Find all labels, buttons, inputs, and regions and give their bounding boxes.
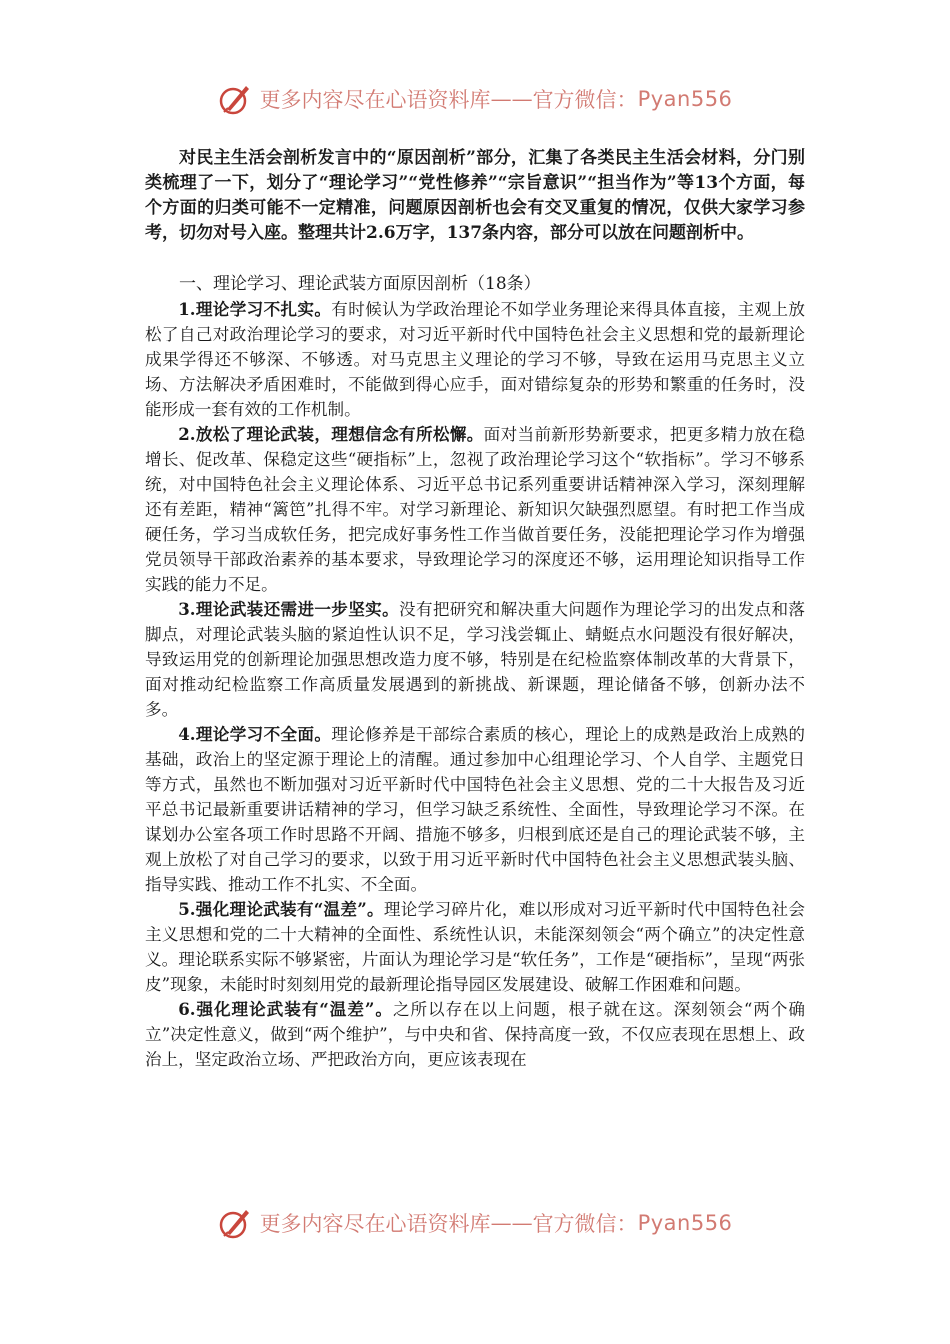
paragraph-body: 面对当前新形势新要求，把更多精力放在稳增长、促改革、保稳定这些“硬指标”上，忽视了政治理论学习这个“软指标”。学习不够系统，对中国特色社会主义理论体系、习近平总书记系列重要讲话精神深入学习，深刻理解还有差距，精神“篱笆”扎得不牢。对学习新理论、新知识欠缺强烈愿望。有时把工作当成硬任务，学习当成软任务，把完成好事务性工作当做首要任务，没能把理论学习作为增强党员领导干部政治素养的基本要求，导致理论学习的深度还不够，运用理论知识指导工作实践的能力不足。 [145, 425, 806, 594]
paragraph-lead: 3.理论武装还需进一步坚实。 [178, 599, 400, 619]
watermark-footer [0, 1206, 950, 1240]
watermark-text: 更多内容尽在心语资料库 [259, 1212, 491, 1236]
paragraph-5 [145, 897, 805, 997]
watermark-handle: Pyan556 [637, 1211, 733, 1235]
watermark-label: 官方微信： [532, 1212, 638, 1236]
paragraph-4 [145, 722, 805, 897]
watermark-header [0, 82, 950, 116]
paragraph-body: 没有把研究和解决重大问题作为理论学习的出发点和落脚点，对理论武装头脑的紧迫性认识不足，学习浅尝辄止、蜻蜓点水问题没有很好解决，导致运用党的创新理论加强思想改造力度不够，特别是在纪检监察体制改革的大背景下，面对推动纪检监察工作高质量发展遇到的新挑战、新课题，理论储备不够，创新办法不多。 [145, 600, 806, 719]
paragraph-lead: 2.放松了理论武装，理想信念有所松懈。 [178, 424, 484, 444]
paragraph-lead: 6.强化理论武装有“温差”。 [178, 999, 393, 1019]
watermark-handle: Pyan556 [637, 87, 733, 111]
paragraph-lead: 5.强化理论武装有“温差”。 [178, 899, 384, 919]
paragraph-2 [145, 422, 805, 597]
quill-logo-icon [218, 82, 252, 116]
watermark-text: 更多内容尽在心语资料库 [259, 88, 491, 112]
paragraph-body: 之所以存在以上问题，根子就在这。深刻领会“两个确立”决定性意义，做到“两个维护”，与中央和省、保持高度一致，不仅应表现在思想上、政治上，坚定政治立场、严把政治方向，更应该表现在 [145, 1000, 805, 1069]
paragraph-body: 理论修养是干部综合素质的核心，理论上的成熟是政治上成熟的基础，政治上的坚定源于理论上的清醒。通过参加中心组理论学习、个人自学、主题党日等方式，虽然也不断加强对习近平新时代中国特色社会主义思想、党的二十大报告及习近平总书记最新重要讲话精神的学习，但学习缺乏系统性、全面性，导致理论学习不深。在谋划办公室各项工作时思路不开阔、措施不够多，归根到底还是自己的理论武装不够，主观上放松了对自己学习的要求，以致于用习近平新时代中国特色社会主义思想武装头脑、指导实践、推动工作不扎实、不全面。 [145, 725, 806, 894]
paragraph-lead: 4.理论学习不全面。 [178, 724, 332, 744]
watermark-separator: —— [490, 87, 533, 111]
intro-paragraph: 对民主生活会剖析发言中的“原因剖析”部分，汇集了各类民主生活会材料，分门别类梳理了一下，划分了“理论学习”“党性修养”“宗旨意识”“担当作为”等13个方面，每个方面的归类可能不一定精准，问题原因剖析也会有交叉重复的情况，仅供大家学习参考，切勿对号入座。整理共计2.6万字，137条内容，部分可以放在问题剖析中。 [145, 148, 805, 243]
watermark-label: 官方微信： [532, 88, 638, 112]
paragraph-1 [145, 297, 805, 422]
paragraph-lead: 1.理论学习不扎实。 [178, 299, 332, 319]
paragraph-body: 有时候认为学政治理论不如学业务理论来得具体直接，主观上放松了自己对政治理论学习的要求，对习近平新时代中国特色社会主义思想和党的最新理论成果学得还不够深、不够透。对马克思主义理论的学习不够，导致在运用马克思主义立场、方法解决矛盾困难时，不能做到得心应手，面对错综复杂的形势和繁重的任务时，没能形成一套有效的工作机制。 [145, 300, 806, 419]
quill-logo-icon [218, 1206, 252, 1240]
paragraph-6 [145, 997, 805, 1072]
watermark-separator: —— [490, 1211, 533, 1235]
paragraph-body: 理论学习碎片化，难以形成对习近平新时代中国特色社会主义思想和党的二十大精神的全面性、系统性认识，未能深刻领会“两个确立”的决定性意义。理论联系实际不够紧密，片面认为理论学习是“软任务”，工作是“硬指标”，呈现“两张皮”现象，未能时时刻刻用党的最新理论指导园区发展建设、破解工作困难和问题。 [145, 900, 805, 994]
section-heading: 一、理论学习、理论武装方面原因剖析（18条） [179, 274, 541, 294]
document-body [145, 146, 805, 1072]
paragraph-3 [145, 597, 805, 722]
